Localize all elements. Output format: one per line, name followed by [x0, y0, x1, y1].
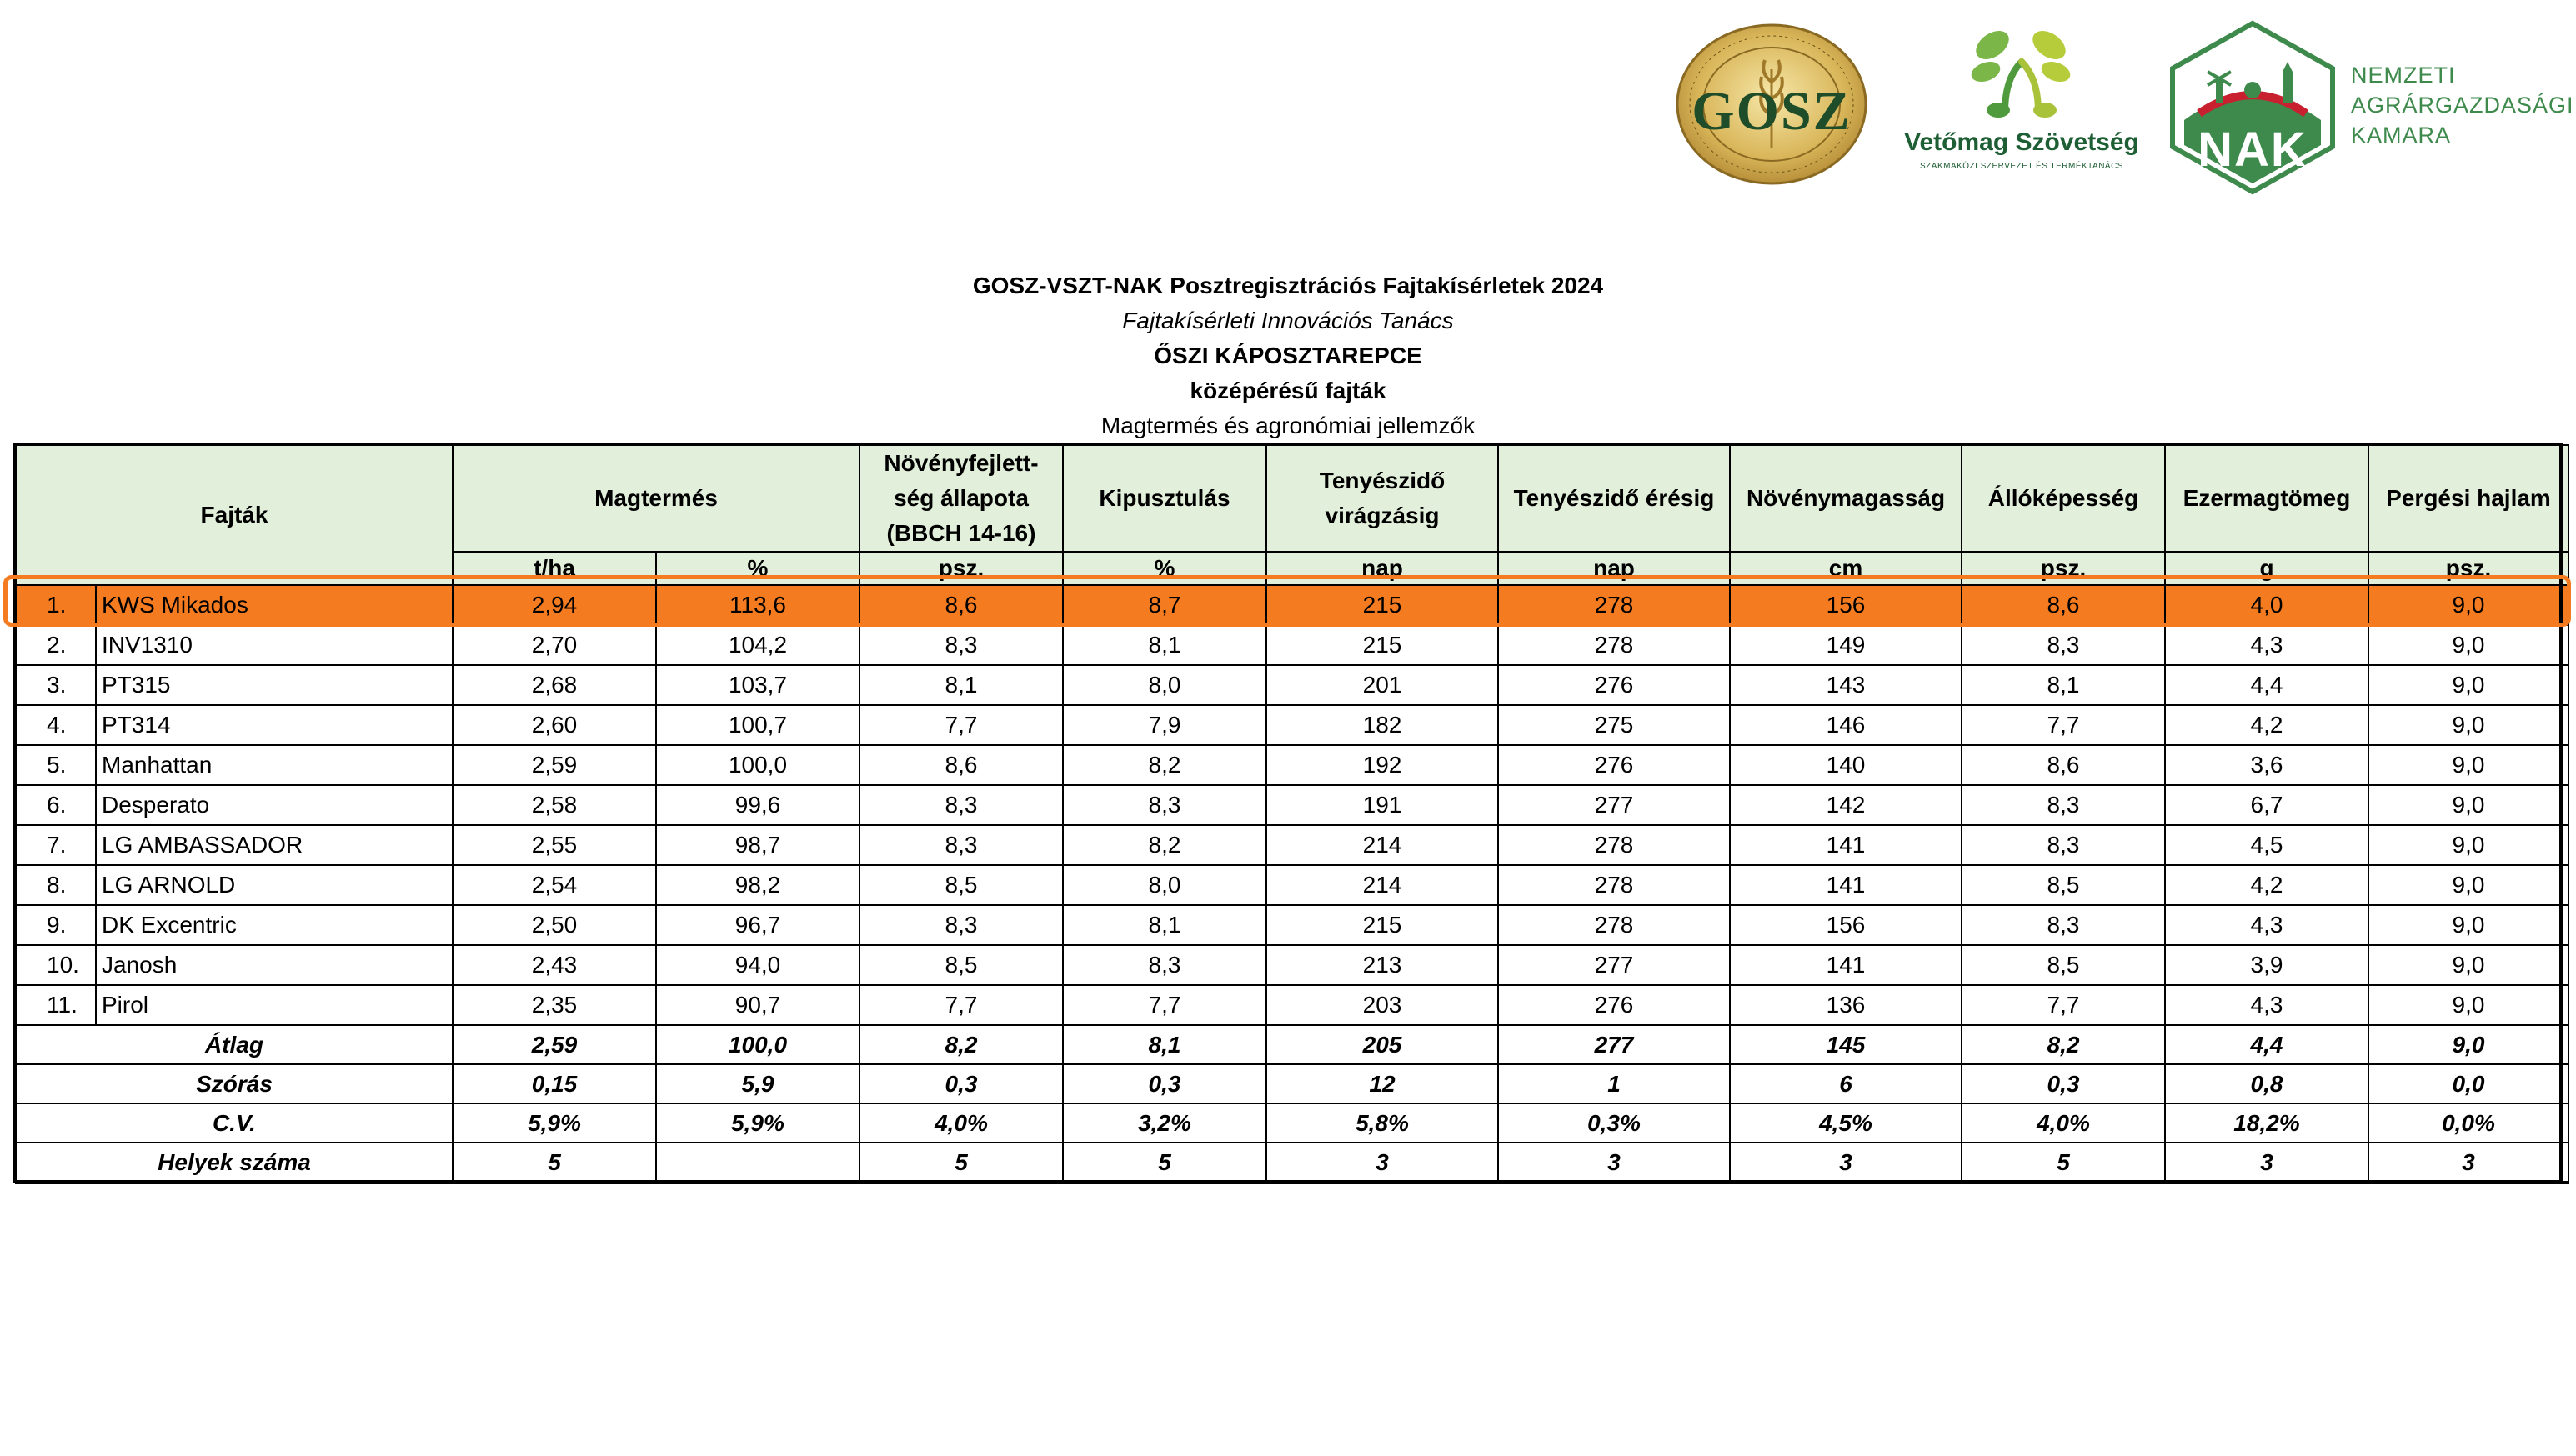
value-cell: 8,7: [1063, 585, 1266, 625]
unit-cell: %: [656, 552, 860, 585]
value-cell: 8,3: [1962, 625, 2165, 665]
value-cell: 7,9: [1063, 705, 1266, 745]
value-cell: 9,0: [2368, 785, 2568, 825]
value-cell: 8,3: [1962, 825, 2165, 865]
value-cell: 8,1: [860, 665, 1063, 705]
summary-value-cell: 8,2: [1962, 1025, 2165, 1064]
value-cell: 8,1: [1063, 905, 1266, 945]
value-cell: 3,9: [2165, 945, 2368, 985]
summary-value-cell: 5: [1962, 1143, 2165, 1183]
maturity-group: középérésű fajták: [1190, 378, 1386, 403]
value-cell: 278: [1498, 865, 1730, 905]
value-cell: 8,1: [1063, 625, 1266, 665]
value-cell: 8,5: [860, 865, 1063, 905]
summary-value-cell: 4,4: [2165, 1025, 2368, 1064]
value-cell: 4,5: [2165, 825, 2368, 865]
header-standability: Állóképesség: [1962, 445, 2165, 552]
value-cell: 278: [1498, 625, 1730, 665]
summary-label-cell: C.V.: [16, 1103, 453, 1143]
summary-row: [16, 1143, 2568, 1183]
value-cell: 141: [1730, 945, 1962, 985]
variety-name-cell: LG AMBASSADOR: [96, 825, 453, 865]
value-cell: 191: [1266, 785, 1498, 825]
table-row: [16, 945, 2568, 985]
summary-value-cell: 1: [1498, 1064, 1730, 1103]
summary-value-cell: 8,2: [860, 1025, 1063, 1064]
value-cell: 4,3: [2165, 905, 2368, 945]
value-cell: 96,7: [656, 905, 860, 945]
value-cell: 156: [1730, 585, 1962, 625]
value-cell: 98,7: [656, 825, 860, 865]
value-cell: 8,3: [1962, 905, 2165, 945]
unit-cell: psz.: [860, 552, 1063, 585]
value-cell: 156: [1730, 905, 1962, 945]
summary-value-cell: 277: [1498, 1025, 1730, 1064]
summary-value-cell: 3: [2368, 1143, 2568, 1183]
value-cell: 278: [1498, 825, 1730, 865]
value-cell: 100,7: [656, 705, 860, 745]
table-row: [16, 745, 2568, 785]
value-cell: 2,55: [453, 825, 656, 865]
summary-value-cell: 145: [1730, 1025, 1962, 1064]
unit-cell: nap: [1266, 552, 1498, 585]
header-shattering: Pergési hajlam: [2368, 445, 2568, 552]
value-cell: 2,35: [453, 985, 656, 1025]
value-cell: 8,3: [1063, 785, 1266, 825]
value-cell: 2,58: [453, 785, 656, 825]
summary-row: [16, 1025, 2568, 1064]
unit-cell: psz.: [1962, 552, 2165, 585]
value-cell: 9,0: [2368, 625, 2568, 665]
summary-value-cell: 3,2%: [1063, 1103, 1266, 1143]
value-cell: 9,0: [2368, 745, 2568, 785]
variety-name-cell: Janosh: [96, 945, 453, 985]
value-cell: 7,7: [1962, 985, 2165, 1025]
value-cell: 9,0: [2368, 985, 2568, 1025]
summary-value-cell: 9,0: [2368, 1025, 2568, 1064]
rank-cell: 5.: [16, 745, 96, 785]
gosz-logo: [1676, 23, 1867, 186]
summary-value-cell: 0,3%: [1498, 1103, 1730, 1143]
summary-value-cell: 4,0%: [860, 1103, 1063, 1143]
value-cell: 143: [1730, 665, 1962, 705]
value-cell: 8,0: [1063, 665, 1266, 705]
value-cell: 8,5: [1962, 945, 2165, 985]
nak-logo: [2166, 20, 2339, 195]
value-cell: 278: [1498, 585, 1730, 625]
table-row: [16, 585, 2568, 625]
value-cell: 4,4: [2165, 665, 2368, 705]
value-cell: 276: [1498, 985, 1730, 1025]
summary-label-cell: Átlag: [16, 1025, 453, 1064]
variety-name-cell: Desperato: [96, 785, 453, 825]
summary-row: [16, 1103, 2568, 1143]
value-cell: 2,70: [453, 625, 656, 665]
summary-value-cell: 5: [860, 1143, 1063, 1183]
summary-value-cell: 8,1: [1063, 1025, 1266, 1064]
value-cell: 9,0: [2368, 585, 2568, 625]
vszt-logo: [1901, 20, 2142, 187]
value-cell: 9,0: [2368, 945, 2568, 985]
value-cell: 8,0: [1063, 865, 1266, 905]
value-cell: 4,2: [2165, 865, 2368, 905]
value-cell: 275: [1498, 705, 1730, 745]
header-yield: Magtermés: [453, 445, 860, 552]
summary-value-cell: [656, 1143, 860, 1183]
summary-label-cell: Helyek száma: [16, 1143, 453, 1183]
nak-line-2: AGRÁRGAZDASÁGI: [2351, 93, 2574, 118]
value-cell: 2,60: [453, 705, 656, 745]
value-cell: 113,6: [656, 585, 860, 625]
summary-value-cell: 12: [1266, 1064, 1498, 1103]
value-cell: 8,6: [860, 745, 1063, 785]
summary-value-cell: 3: [2165, 1143, 2368, 1183]
value-cell: 215: [1266, 585, 1498, 625]
summary-value-cell: 0,15: [453, 1064, 656, 1103]
table-row: [16, 825, 2568, 865]
value-cell: 8,6: [860, 585, 1063, 625]
unit-cell: nap: [1498, 552, 1730, 585]
value-cell: 201: [1266, 665, 1498, 705]
value-cell: 8,3: [1063, 945, 1266, 985]
variety-name-cell: PT314: [96, 705, 453, 745]
value-cell: 90,7: [656, 985, 860, 1025]
header-development: Növényfejlett-ség állapota (BBCH 14-16): [860, 445, 1063, 552]
table-body: [16, 585, 2568, 1183]
summary-value-cell: 0,8: [2165, 1064, 2368, 1103]
rank-cell: 8.: [16, 865, 96, 905]
value-cell: 8,6: [1962, 585, 2165, 625]
value-cell: 215: [1266, 905, 1498, 945]
value-cell: 4,2: [2165, 705, 2368, 745]
summary-value-cell: 6: [1730, 1064, 1962, 1103]
value-cell: 215: [1266, 625, 1498, 665]
vszt-subtitle: SZAKMAKÖZI SZERVEZET ÉS TERMÉKTANÁCS: [1920, 162, 2123, 171]
table-row: [16, 985, 2568, 1025]
value-cell: 213: [1266, 945, 1498, 985]
value-cell: 214: [1266, 825, 1498, 865]
summary-value-cell: 4,0%: [1962, 1103, 2165, 1143]
value-cell: 8,1: [1962, 665, 2165, 705]
value-cell: 2,59: [453, 745, 656, 785]
value-cell: 2,43: [453, 945, 656, 985]
value-cell: 103,7: [656, 665, 860, 705]
table-row: [16, 625, 2568, 665]
value-cell: 9,0: [2368, 665, 2568, 705]
value-cell: 8,5: [860, 945, 1063, 985]
variety-name-cell: PT315: [96, 665, 453, 705]
value-cell: 3,6: [2165, 745, 2368, 785]
value-cell: 2,54: [453, 865, 656, 905]
unit-cell: t/ha: [453, 552, 656, 585]
nak-line-3: KAMARA: [2351, 123, 2452, 148]
value-cell: 8,6: [1962, 745, 2165, 785]
header-winterkill: Kipusztulás: [1063, 445, 1266, 552]
value-cell: 99,6: [656, 785, 860, 825]
rank-cell: 1.: [16, 585, 96, 625]
value-cell: 192: [1266, 745, 1498, 785]
gosz-wordmark: GOSZ: [1691, 81, 1852, 142]
results-table: [15, 444, 2569, 1184]
summary-value-cell: 5: [1063, 1143, 1266, 1183]
value-cell: 203: [1266, 985, 1498, 1025]
value-cell: 8,3: [860, 625, 1063, 665]
summary-value-cell: 18,2%: [2165, 1103, 2368, 1143]
rank-cell: 11.: [16, 985, 96, 1025]
value-cell: 7,7: [860, 705, 1063, 745]
value-cell: 214: [1266, 865, 1498, 905]
rank-cell: 4.: [16, 705, 96, 745]
value-cell: 4,3: [2165, 985, 2368, 1025]
summary-value-cell: 2,59: [453, 1025, 656, 1064]
council-name: Fajtakísérleti Innovációs Tanács: [1122, 308, 1454, 333]
rank-cell: 6.: [16, 785, 96, 825]
value-cell: 277: [1498, 785, 1730, 825]
summary-value-cell: 5,8%: [1266, 1103, 1498, 1143]
summary-value-cell: 5,9%: [453, 1103, 656, 1143]
value-cell: 149: [1730, 625, 1962, 665]
summary-row: [16, 1064, 2568, 1103]
rank-cell: 9.: [16, 905, 96, 945]
table-subject: Magtermés és agronómiai jellemzők: [1100, 413, 1476, 438]
value-cell: 141: [1730, 865, 1962, 905]
value-cell: 8,3: [860, 905, 1063, 945]
unit-cell: g: [2165, 552, 2368, 585]
header-to-flowering: Tenyészidő virágzásig: [1266, 445, 1498, 552]
summary-value-cell: 3: [1730, 1143, 1962, 1183]
vszt-name: Vetőmag Szövetség: [1904, 128, 2139, 156]
variety-name-cell: Pirol: [96, 985, 453, 1025]
table-row: [16, 665, 2568, 705]
summary-value-cell: 205: [1266, 1025, 1498, 1064]
value-cell: 9,0: [2368, 825, 2568, 865]
nak-mark-text: NAK: [2198, 123, 2308, 177]
value-cell: 4,0: [2165, 585, 2368, 625]
value-cell: 8,2: [1063, 745, 1266, 785]
header-height: Növénymagasság: [1730, 445, 1962, 552]
report-title: GOSZ-VSZT-NAK Posztregisztrációs Fajtakísérletek 2024: [972, 273, 1604, 298]
value-cell: 182: [1266, 705, 1498, 745]
value-cell: 8,5: [1962, 865, 2165, 905]
value-cell: 98,2: [656, 865, 860, 905]
summary-value-cell: 3: [1266, 1143, 1498, 1183]
value-cell: 7,7: [1063, 985, 1266, 1025]
variety-name-cell: DK Excentric: [96, 905, 453, 945]
value-cell: 7,7: [860, 985, 1063, 1025]
header-tkw: Ezermagtömeg: [2165, 445, 2368, 552]
variety-name-cell: INV1310: [96, 625, 453, 665]
value-cell: 6,7: [2165, 785, 2368, 825]
rank-cell: 10.: [16, 945, 96, 985]
value-cell: 140: [1730, 745, 1962, 785]
summary-value-cell: 0,0%: [2368, 1103, 2568, 1143]
header-to-maturity: Tenyészidő érésig: [1498, 445, 1730, 552]
value-cell: 8,3: [1962, 785, 2165, 825]
table-row: [16, 905, 2568, 945]
crop-name: ŐSZI KÁPOSZTAREPCE: [1154, 343, 1422, 368]
summary-value-cell: 100,0: [656, 1025, 860, 1064]
table-row: [16, 705, 2568, 745]
summary-value-cell: 0,0: [2368, 1064, 2568, 1103]
value-cell: 94,0: [656, 945, 860, 985]
value-cell: 8,3: [860, 785, 1063, 825]
nak-line-1: NEMZETI: [2351, 63, 2456, 88]
value-cell: 277: [1498, 945, 1730, 985]
value-cell: 136: [1730, 985, 1962, 1025]
value-cell: 2,50: [453, 905, 656, 945]
summary-label-cell: Szórás: [16, 1064, 453, 1103]
summary-value-cell: 5,9%: [656, 1103, 860, 1143]
value-cell: 104,2: [656, 625, 860, 665]
summary-value-cell: 5,9: [656, 1064, 860, 1103]
value-cell: 2,94: [453, 585, 656, 625]
rank-cell: 2.: [16, 625, 96, 665]
value-cell: 146: [1730, 705, 1962, 745]
value-cell: 276: [1498, 665, 1730, 705]
rank-cell: 7.: [16, 825, 96, 865]
rank-cell: 3.: [16, 665, 96, 705]
summary-value-cell: 0,3: [1962, 1064, 2165, 1103]
summary-value-cell: 0,3: [1063, 1064, 1266, 1103]
unit-cell: cm: [1730, 552, 1962, 585]
value-cell: 9,0: [2368, 865, 2568, 905]
value-cell: 9,0: [2368, 705, 2568, 745]
header-row: [16, 445, 2568, 552]
nak-name: [2351, 60, 2574, 150]
unit-cell: psz.: [2368, 552, 2568, 585]
value-cell: 141: [1730, 825, 1962, 865]
value-cell: 276: [1498, 745, 1730, 785]
value-cell: 9,0: [2368, 905, 2568, 945]
value-cell: 8,2: [1063, 825, 1266, 865]
value-cell: 2,68: [453, 665, 656, 705]
table-row: [16, 865, 2568, 905]
value-cell: 142: [1730, 785, 1962, 825]
value-cell: 4,3: [2165, 625, 2368, 665]
variety-name-cell: Manhattan: [96, 745, 453, 785]
value-cell: 100,0: [656, 745, 860, 785]
variety-name-cell: KWS Mikados: [96, 585, 453, 625]
summary-value-cell: 0,3: [860, 1064, 1063, 1103]
summary-value-cell: 4,5%: [1730, 1103, 1962, 1143]
value-cell: 8,3: [860, 825, 1063, 865]
summary-value-cell: 3: [1498, 1143, 1730, 1183]
variety-name-cell: LG ARNOLD: [96, 865, 453, 905]
summary-value-cell: 5: [453, 1143, 656, 1183]
table-row: [16, 785, 2568, 825]
value-cell: 7,7: [1962, 705, 2165, 745]
value-cell: 278: [1498, 905, 1730, 945]
header-variety: Fajták: [16, 445, 453, 585]
unit-cell: %: [1063, 552, 1266, 585]
